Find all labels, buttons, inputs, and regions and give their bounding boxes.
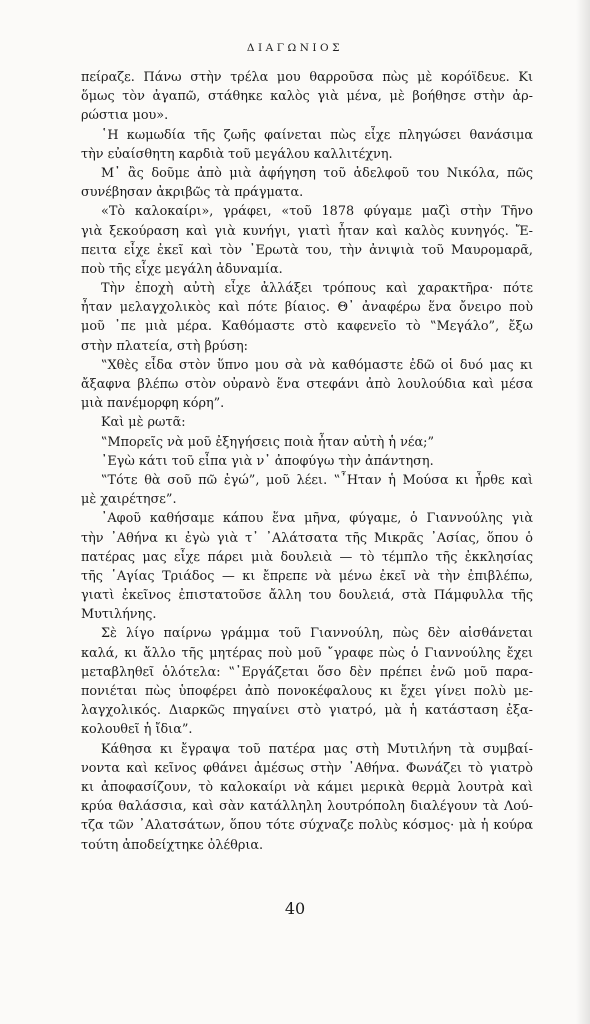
text-line: Καὶ μὲ ρωτᾶ:: [101, 415, 186, 431]
text-line: ‟Χθὲς εἶδα στὸν ὕπνο μου σὰ νὰ καθόμαστε ἐδῶ οἱ δυό μας κι: [101, 357, 533, 373]
text-line: ἦταν μελαγχολικὸς καὶ πότε βίαιος. Θ᾿ ἀναφέρω ἕνα ὄνειρο ποὺ: [81, 300, 533, 316]
text-line: ‟Μπορεῖς νὰ μοῦ ἐξηγήσεις ποιὰ ἦταν αὐτὴ ἡ νέα;”: [101, 434, 434, 450]
text-line: ῾Η κωμωδία τῆς ζωῆς φαίνεται πὼς εἶχε πληγώσει θανάσιμα: [101, 127, 533, 143]
page-number: 40: [284, 899, 306, 918]
text-line: κρύα θαλάσσια, καὶ σὰν κατάλληλη λουτρόπολη διαλέγουν τὰ Λού-: [81, 799, 533, 815]
text-line: πειτα εἶχε ἐκεῖ καὶ τὸν ᾿Ερωτὰ του, τὴν ἀνιψιὰ τοῦ Μαυρομαρᾶ,: [81, 242, 533, 258]
text-line: μοῦ ᾿πε μιὰ μέρα. Καθόμαστε στὸ καφενεῖο τὸ ‟Μεγάλο”, ἔξω: [81, 319, 533, 335]
text-line: συνέβησαν ἀκριβῶς τὰ πράγματα.: [81, 185, 304, 201]
text-line: Μ᾿ ἂς δοῦμε ἀπὸ μιὰ ἀφήγηση τοῦ ἀδελφοῦ του Νικόλα, πῶς: [101, 165, 533, 181]
text-line: «Τὸ καλοκαίρι», γράφει, «τοῦ 1878 φύγαμε μαζὶ στὴν Τῆνο: [101, 204, 533, 220]
text-line: ὅμως τὸν ἀγαπῶ, στάθηκε καλὸς γιὰ μένα, μὲ βοήθησε στὴν ἀρ-: [81, 89, 533, 105]
text-line: νοντα καὶ κεῖνος φθάνει ἀμέσως στὴν ᾿Αθήνα. Φωνάζει τὸ γιατρὸ: [81, 760, 533, 776]
text-line: Κάθησα κι ἔγραψα τοῦ πατέρα μας στὴ Μυτιλήνη τὰ συμβαί-: [101, 741, 533, 757]
text-line: τζα τῶν ᾿Αλατσάτων, ὅπου τότε σύχναζε πολὺς κόσμος· μὰ ἡ κούρα: [81, 818, 533, 834]
text-line: ρώστια μου».: [81, 108, 169, 124]
text-line: μὲ χαιρέτησε”.: [81, 492, 177, 508]
text-line: τούτη ἀποδείχτηκε ὀλέθρια.: [81, 837, 264, 853]
body-text: [81, 68, 533, 855]
text-line: Σὲ λίγο παίρνω γράμμα τοῦ Γιαννούλη, πὼς δὲν αἰσθάνεται: [101, 626, 533, 642]
text-line: κι ἀποφασίζουν, τὸ καλοκαίρι νὰ κάμει μερικὰ θερμὰ λουτρὰ καὶ: [81, 779, 533, 795]
text-line: ᾿Αφοῦ καθήσαμε κάπου ἕνα μῆνα, φύγαμε, ὁ Γιαννούλης γιὰ: [101, 511, 533, 527]
text-line: λαγχολικός. Διαρκῶς πηγαίνει στὸ γιατρό, μὰ ἡ κατάσταση ἐξα-: [81, 703, 533, 719]
text-line: τὴν ᾿Αθήνα κι ἐγὼ γιὰ τ᾿ ᾿Αλάτσατα τῆς Μικρᾶς ᾿Ασίας, ὅπου ὁ: [81, 530, 533, 546]
text-line: ᾿Εγὼ κάτι τοῦ εἶπα γιὰ ν᾿ ἀποφύγω τὴν ἀπάντηση.: [101, 453, 434, 469]
text-line: ἄξαφνα βλέπω στὸν οὐρανὸ ἕνα στεφάνι ἀπὸ λουλούδια καὶ μέσα: [81, 377, 533, 392]
text-line: πονιέται πὼς ὑποφέρει ἀπὸ πονοκέφαλους κι ἔχει γίνει πολὺ με-: [81, 684, 533, 699]
text-line: στὴν πλατεία, στὴ βρύση:: [81, 338, 248, 354]
text-line: τῆς ῾Αγίας Τριάδος — κι ἔπρεπε νὰ μένω ἐκεῖ νὰ τὴν ἐπιβλέπω,: [81, 568, 533, 584]
text-line: μιὰ πανέμορφη κόρη”.: [81, 396, 225, 412]
text-line: πείραζε. Πάνω στὴν τρέλα μου θαρροῦσα πὼς μὲ κορόϊδευε. Κι: [81, 70, 533, 85]
text-line: ‟Τότε θὰ σοῦ πῶ ἐγώ”, μοῦ λέει. ‟῏Ηταν ἡ Μούσα κι ἦρθε καὶ: [101, 472, 533, 488]
text-line: τὴν εὐαίσθητη καρδιὰ τοῦ μεγάλου καλλιτέχνη.: [81, 146, 393, 162]
text-line: Τὴν ἐποχὴ αὐτὴ εἶχε ἀλλάξει τρόπους καὶ χαρακτῆρα· πότε: [101, 281, 533, 297]
text-line: πατέρας μας εἶχε πάρει μιὰ δουλειὰ — τὸ τέμπλο τῆς ἐκκλησίας: [81, 549, 533, 565]
running-header: ΔΙΑΓΩΝΙΟΣ: [246, 42, 344, 54]
text-line: μεταβληθεῖ ὁλότελα: ‟᾿Εργάζεται ὅσο δὲν πρέπει ἐνῶ μοῦ παρα-: [81, 664, 533, 680]
text-line: καλά, κι ἄλλο τῆς μητέρας ποὺ μοῦ ῎γραφε πὼς ὁ Γιαννούλης ἔχει: [81, 645, 533, 661]
text-line: κολουθεῖ ἡ ἴδια”.: [81, 722, 193, 738]
text-line: γιατὶ ἐκεῖνος ἐπιστατοῦσε ἄλλη του δουλειά, στὰ Πάμφυλλα τῆς: [81, 588, 533, 604]
text-line: Μυτιλήνης.: [81, 607, 157, 623]
text-line: γιὰ ξεκούραση καὶ γιὰ κυνήγι, γιατὶ ἦταν καὶ καλὸς κυνηγός. Ἔ-: [81, 223, 533, 239]
page-edge-shadow: [576, 0, 590, 1024]
text-line: ποὺ τῆς εἶχε μεγάλη ἀδυναμία.: [81, 261, 283, 277]
